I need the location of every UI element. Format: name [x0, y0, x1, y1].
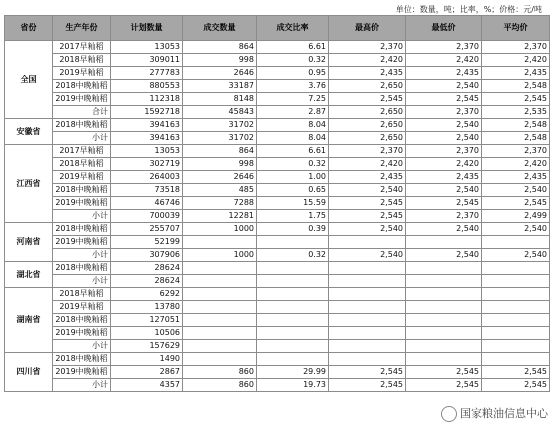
- year-cell: 2018中晚籼稻: [53, 184, 111, 197]
- subtotal-row: [5, 210, 550, 223]
- ratio-cell: 6.61: [257, 41, 329, 54]
- deal-cell: [183, 327, 257, 340]
- high-price-cell: 2,370: [329, 145, 406, 158]
- plan-cell: 700039: [111, 210, 183, 223]
- low-price-cell: 2,435: [406, 67, 482, 80]
- table-row: [5, 262, 550, 275]
- low-price-cell: [406, 301, 482, 314]
- plan-cell: 307906: [111, 249, 183, 262]
- avg-price-cell: 2,540: [482, 223, 550, 236]
- avg-price-cell: [482, 301, 550, 314]
- avg-price-cell: 2,499: [482, 210, 550, 223]
- table-row: [5, 93, 550, 106]
- year-cell: 2019中晚籼稻: [53, 197, 111, 210]
- ratio-cell: [257, 327, 329, 340]
- plan-cell: 73518: [111, 184, 183, 197]
- deal-cell: 2646: [183, 171, 257, 184]
- province-cell: 江西省: [5, 145, 53, 223]
- plan-cell: 2867: [111, 366, 183, 379]
- plan-cell: 10506: [111, 327, 183, 340]
- high-price-cell: [329, 301, 406, 314]
- ratio-cell: 0.32: [257, 54, 329, 67]
- plan-cell: 394163: [111, 119, 183, 132]
- year-cell: 2018早籼稻: [53, 288, 111, 301]
- avg-price-cell: [482, 236, 550, 249]
- deal-cell: 860: [183, 379, 257, 392]
- col-header: 最低价: [406, 16, 482, 41]
- low-price-cell: [406, 288, 482, 301]
- ratio-cell: 1.00: [257, 171, 329, 184]
- high-price-cell: [329, 236, 406, 249]
- deal-cell: 860: [183, 366, 257, 379]
- table-row: [5, 158, 550, 171]
- year-cell: 2018中晚籼稻: [53, 80, 111, 93]
- low-price-cell: 2,540: [406, 249, 482, 262]
- deal-cell: 1000: [183, 223, 257, 236]
- year-cell: 2018中晚籼稻: [53, 314, 111, 327]
- deal-cell: 864: [183, 145, 257, 158]
- deal-cell: [183, 340, 257, 353]
- avg-price-cell: [482, 327, 550, 340]
- ratio-cell: [257, 301, 329, 314]
- col-header: 成交数量: [183, 16, 257, 41]
- low-price-cell: 2,540: [406, 119, 482, 132]
- ratio-cell: 0.39: [257, 223, 329, 236]
- low-price-cell: 2,420: [406, 158, 482, 171]
- year-cell: 2019早籼稻: [53, 67, 111, 80]
- table-row: [5, 197, 550, 210]
- table-row: [5, 301, 550, 314]
- plan-cell: 255707: [111, 223, 183, 236]
- year-cell: 2019中晚籼稻: [53, 236, 111, 249]
- low-price-cell: 2,420: [406, 54, 482, 67]
- plan-cell: 4357: [111, 379, 183, 392]
- plan-cell: 1592718: [111, 106, 183, 119]
- year-cell: 小计: [53, 210, 111, 223]
- plan-cell: 394163: [111, 132, 183, 145]
- year-cell: 小计: [53, 275, 111, 288]
- province-cell: 湖北省: [5, 262, 53, 288]
- province-cell: 安徽省: [5, 119, 53, 145]
- col-header: 生产年份: [53, 16, 111, 41]
- plan-cell: 28624: [111, 262, 183, 275]
- ratio-cell: 0.95: [257, 67, 329, 80]
- high-price-cell: 2,545: [329, 210, 406, 223]
- high-price-cell: 2,650: [329, 119, 406, 132]
- plan-cell: 6292: [111, 288, 183, 301]
- year-cell: 2019早籼稻: [53, 171, 111, 184]
- col-header: 最高价: [329, 16, 406, 41]
- high-price-cell: 2,650: [329, 80, 406, 93]
- high-price-cell: 2,545: [329, 366, 406, 379]
- plan-cell: 13780: [111, 301, 183, 314]
- plan-cell: 277783: [111, 67, 183, 80]
- year-cell: 2018早籼稻: [53, 158, 111, 171]
- deal-cell: [183, 288, 257, 301]
- avg-price-cell: 2,548: [482, 80, 550, 93]
- deal-cell: 7288: [183, 197, 257, 210]
- deal-cell: 31702: [183, 119, 257, 132]
- deal-cell: 864: [183, 41, 257, 54]
- low-price-cell: 2,540: [406, 80, 482, 93]
- table-row: [5, 223, 550, 236]
- avg-price-cell: 2,435: [482, 171, 550, 184]
- high-price-cell: 2,370: [329, 41, 406, 54]
- low-price-cell: [406, 327, 482, 340]
- table-body: [5, 41, 550, 392]
- year-cell: 2018早籼稻: [53, 54, 111, 67]
- year-cell: 小计: [53, 132, 111, 145]
- deal-cell: 998: [183, 158, 257, 171]
- avg-price-cell: [482, 288, 550, 301]
- province-cell: 四川省: [5, 353, 53, 392]
- ratio-cell: 0.32: [257, 249, 329, 262]
- year-cell: 2018中晚籼稻: [53, 119, 111, 132]
- avg-price-cell: 2,540: [482, 184, 550, 197]
- plan-cell: 13053: [111, 145, 183, 158]
- low-price-cell: [406, 275, 482, 288]
- deal-cell: 1000: [183, 249, 257, 262]
- avg-price-cell: 2,370: [482, 41, 550, 54]
- col-header: 计划数量: [111, 16, 183, 41]
- avg-price-cell: [482, 262, 550, 275]
- avg-price-cell: [482, 314, 550, 327]
- ratio-cell: [257, 236, 329, 249]
- table-row: [5, 41, 550, 54]
- table-row: [5, 327, 550, 340]
- plan-cell: 302719: [111, 158, 183, 171]
- low-price-cell: 2,545: [406, 366, 482, 379]
- province-cell: 全国: [5, 41, 53, 119]
- plan-cell: 13053: [111, 41, 183, 54]
- low-price-cell: 2,435: [406, 171, 482, 184]
- unit-note: 单位：数量，吨；比率，%；价格：元/吨: [395, 5, 542, 14]
- auction-table: [4, 15, 550, 392]
- high-price-cell: 2,540: [329, 223, 406, 236]
- high-price-cell: 2,540: [329, 184, 406, 197]
- avg-price-cell: 2,535: [482, 106, 550, 119]
- table-row: [5, 80, 550, 93]
- high-price-cell: [329, 340, 406, 353]
- plan-cell: 52199: [111, 236, 183, 249]
- low-price-cell: 2,370: [406, 41, 482, 54]
- subtotal-row: [5, 379, 550, 392]
- ratio-cell: 0.32: [257, 158, 329, 171]
- table-row: [5, 184, 550, 197]
- avg-price-cell: 2,545: [482, 366, 550, 379]
- year-cell: 2019中晚籼稻: [53, 327, 111, 340]
- avg-price-cell: 2,548: [482, 119, 550, 132]
- low-price-cell: 2,545: [406, 197, 482, 210]
- plan-cell: 46746: [111, 197, 183, 210]
- high-price-cell: 2,435: [329, 67, 406, 80]
- ratio-cell: 0.65: [257, 184, 329, 197]
- table-row: [5, 145, 550, 158]
- year-cell: 2017早籼稻: [53, 145, 111, 158]
- wechat-logo-icon: [441, 406, 457, 422]
- avg-price-cell: [482, 353, 550, 366]
- subtotal-row: [5, 249, 550, 262]
- deal-cell: 33187: [183, 80, 257, 93]
- low-price-cell: [406, 353, 482, 366]
- deal-cell: [183, 275, 257, 288]
- deal-cell: [183, 236, 257, 249]
- year-cell: 2019中晚籼稻: [53, 366, 111, 379]
- col-header: 省份: [5, 16, 53, 41]
- year-cell: 2018中晚籼稻: [53, 353, 111, 366]
- year-cell: 小计: [53, 340, 111, 353]
- deal-cell: [183, 353, 257, 366]
- ratio-cell: 8.04: [257, 132, 329, 145]
- high-price-cell: [329, 262, 406, 275]
- ratio-cell: [257, 353, 329, 366]
- avg-price-cell: 2,540: [482, 249, 550, 262]
- avg-price-cell: 2,545: [482, 93, 550, 106]
- low-price-cell: 2,545: [406, 93, 482, 106]
- watermark: [441, 405, 548, 422]
- subtotal-row: [5, 106, 550, 119]
- subtotal-row: [5, 132, 550, 145]
- high-price-cell: 2,545: [329, 197, 406, 210]
- plan-cell: 880553: [111, 80, 183, 93]
- low-price-cell: 2,540: [406, 132, 482, 145]
- deal-cell: [183, 262, 257, 275]
- ratio-cell: 6.61: [257, 145, 329, 158]
- avg-price-cell: 2,420: [482, 158, 550, 171]
- low-price-cell: [406, 340, 482, 353]
- low-price-cell: 2,545: [406, 379, 482, 392]
- col-header: 成交比率: [257, 16, 329, 41]
- ratio-cell: [257, 340, 329, 353]
- ratio-cell: [257, 314, 329, 327]
- ratio-cell: [257, 262, 329, 275]
- high-price-cell: [329, 353, 406, 366]
- province-cell: 河南省: [5, 223, 53, 262]
- table-row: [5, 314, 550, 327]
- plan-cell: 309011: [111, 54, 183, 67]
- ratio-cell: 29.99: [257, 366, 329, 379]
- table-row: [5, 119, 550, 132]
- deal-cell: 485: [183, 184, 257, 197]
- avg-price-cell: 2,545: [482, 379, 550, 392]
- low-price-cell: 2,540: [406, 223, 482, 236]
- deal-cell: 31702: [183, 132, 257, 145]
- year-cell: 2019中晚籼稻: [53, 93, 111, 106]
- high-price-cell: [329, 314, 406, 327]
- year-cell: 2019早籼稻: [53, 301, 111, 314]
- table-row: [5, 236, 550, 249]
- avg-price-cell: 2,420: [482, 54, 550, 67]
- ratio-cell: 3.76: [257, 80, 329, 93]
- avg-price-cell: 2,435: [482, 67, 550, 80]
- ratio-cell: 8.04: [257, 119, 329, 132]
- ratio-cell: 15.59: [257, 197, 329, 210]
- high-price-cell: [329, 327, 406, 340]
- year-cell: 2018中晚籼稻: [53, 223, 111, 236]
- avg-price-cell: 2,548: [482, 132, 550, 145]
- year-cell: 合计: [53, 106, 111, 119]
- province-cell: 湖南省: [5, 288, 53, 353]
- ratio-cell: 19.73: [257, 379, 329, 392]
- header-row: [5, 16, 550, 41]
- year-cell: 2018中晚籼稻: [53, 262, 111, 275]
- ratio-cell: [257, 288, 329, 301]
- deal-cell: 12281: [183, 210, 257, 223]
- ratio-cell: 1.75: [257, 210, 329, 223]
- plan-cell: 264003: [111, 171, 183, 184]
- table-row: [5, 366, 550, 379]
- table-row: [5, 54, 550, 67]
- plan-cell: 1490: [111, 353, 183, 366]
- low-price-cell: 2,370: [406, 145, 482, 158]
- deal-cell: 2646: [183, 67, 257, 80]
- year-cell: 小计: [53, 249, 111, 262]
- high-price-cell: 2,540: [329, 249, 406, 262]
- high-price-cell: 2,420: [329, 54, 406, 67]
- table-row: [5, 288, 550, 301]
- watermark-text: 国家粮油信息中心: [460, 407, 548, 420]
- plan-cell: 28624: [111, 275, 183, 288]
- avg-price-cell: [482, 275, 550, 288]
- avg-price-cell: 2,370: [482, 145, 550, 158]
- low-price-cell: [406, 236, 482, 249]
- high-price-cell: 2,545: [329, 379, 406, 392]
- avg-price-cell: 2,545: [482, 197, 550, 210]
- year-cell: 小计: [53, 379, 111, 392]
- high-price-cell: 2,435: [329, 171, 406, 184]
- deal-cell: [183, 301, 257, 314]
- subtotal-row: [5, 340, 550, 353]
- col-header: 平均价: [482, 16, 550, 41]
- table-row: [5, 171, 550, 184]
- deal-cell: [183, 314, 257, 327]
- low-price-cell: 2,370: [406, 210, 482, 223]
- low-price-cell: [406, 314, 482, 327]
- ratio-cell: 7.25: [257, 93, 329, 106]
- deal-cell: 8148: [183, 93, 257, 106]
- plan-cell: 157629: [111, 340, 183, 353]
- table-row: [5, 67, 550, 80]
- high-price-cell: 2,650: [329, 132, 406, 145]
- ratio-cell: [257, 275, 329, 288]
- table-row: [5, 353, 550, 366]
- low-price-cell: [406, 262, 482, 275]
- high-price-cell: [329, 288, 406, 301]
- high-price-cell: 2,545: [329, 93, 406, 106]
- deal-cell: 998: [183, 54, 257, 67]
- plan-cell: 127051: [111, 314, 183, 327]
- low-price-cell: 2,540: [406, 184, 482, 197]
- deal-cell: 45843: [183, 106, 257, 119]
- year-cell: 2017早籼稻: [53, 41, 111, 54]
- avg-price-cell: [482, 340, 550, 353]
- ratio-cell: 2.87: [257, 106, 329, 119]
- plan-cell: 112318: [111, 93, 183, 106]
- low-price-cell: 2,370: [406, 106, 482, 119]
- subtotal-row: [5, 275, 550, 288]
- high-price-cell: [329, 275, 406, 288]
- high-price-cell: 2,650: [329, 106, 406, 119]
- high-price-cell: 2,420: [329, 158, 406, 171]
